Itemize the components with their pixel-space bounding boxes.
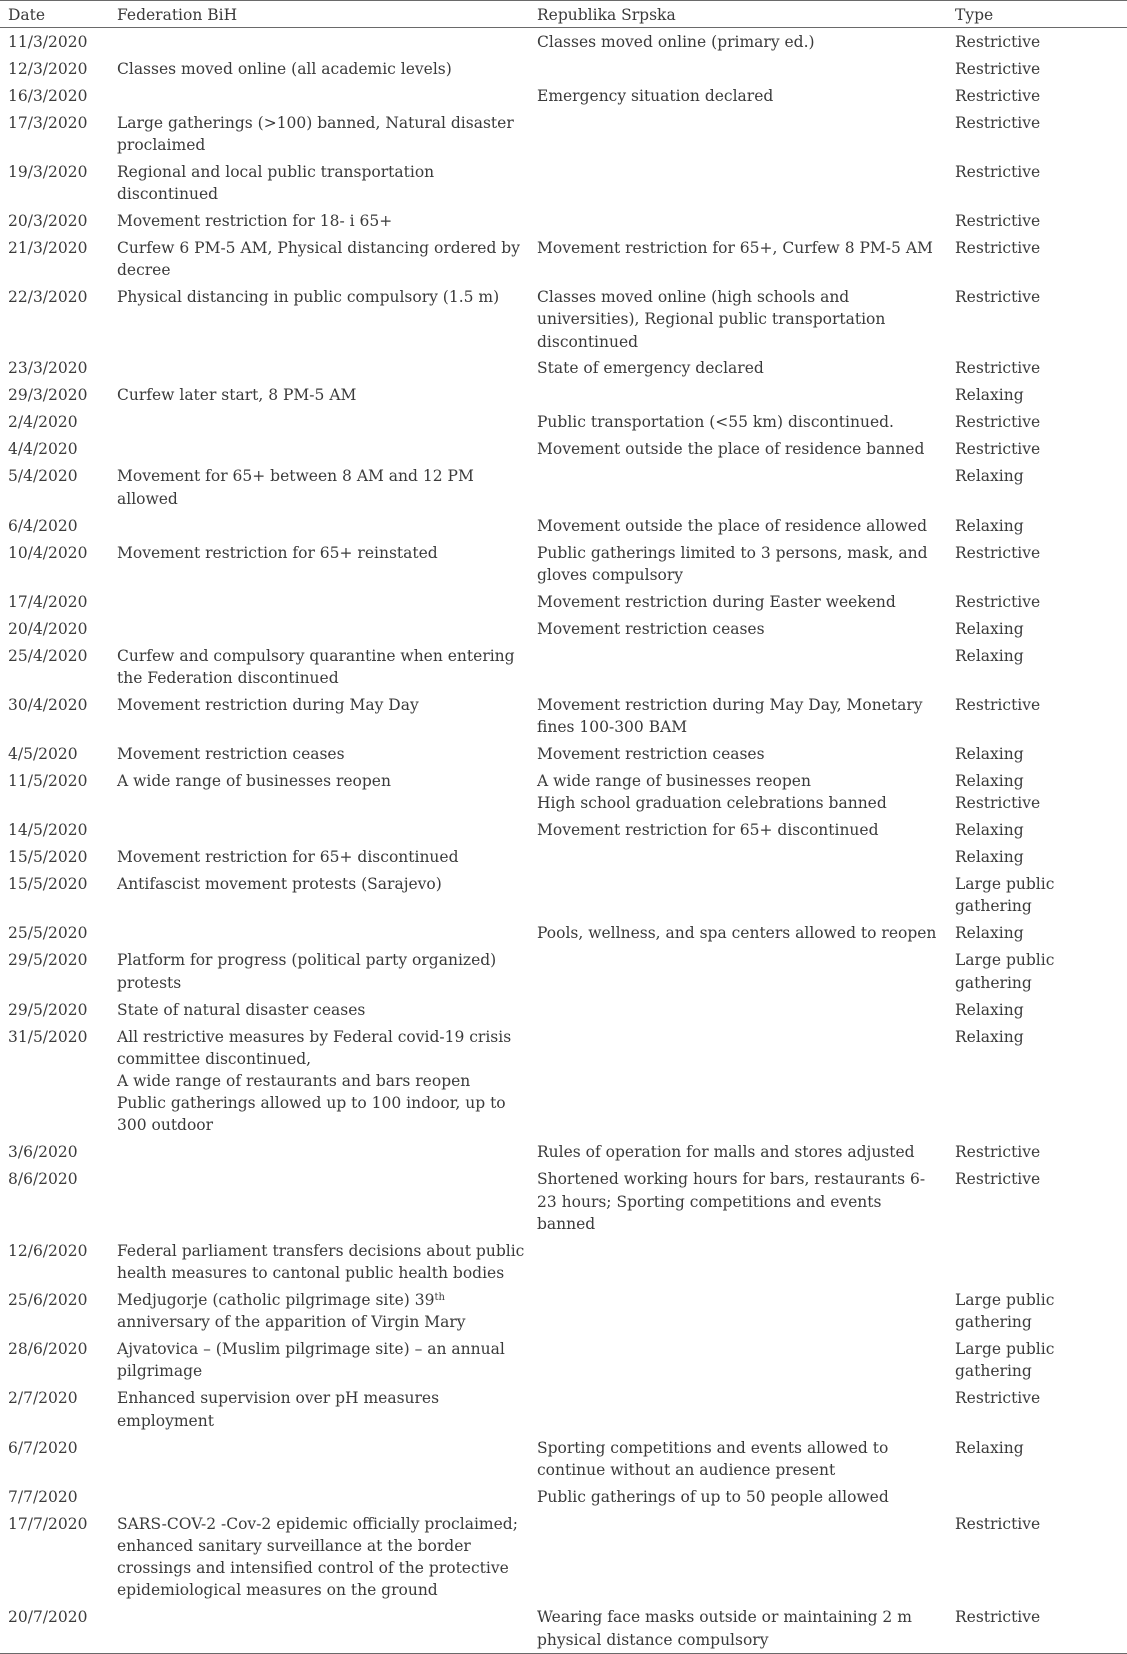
type-cell	[947, 436, 1127, 463]
federation-bih-cell	[109, 588, 529, 615]
date-cell: 20/4/2020	[8, 619, 88, 638]
table-row	[0, 741, 1127, 768]
type-cell-line: Restrictive	[955, 440, 1041, 459]
republika-srpska-cell	[529, 1237, 947, 1286]
date-cell: 28/6/2020	[8, 1340, 88, 1359]
table-row	[0, 947, 1127, 996]
type-cell	[947, 109, 1127, 158]
federation-bih-cell	[109, 996, 529, 1023]
republika-srpska-cell-line: State of emergency declared	[537, 359, 764, 378]
date-cell: 6/4/2020	[8, 516, 78, 535]
date-cell: 15/5/2020	[8, 875, 88, 894]
federation-bih-cell-line: Enhanced supervision over pH measures employment	[117, 1389, 440, 1430]
federation-bih-cell-line: Federal parliament transfers decisions about public health measures to cantonal public health bodies	[117, 1241, 525, 1282]
table-row	[0, 642, 1127, 691]
date-cell: 10/4/2020	[8, 543, 88, 562]
table-row	[0, 588, 1127, 615]
type-cell	[947, 1237, 1127, 1286]
type-cell-line: Restrictive	[955, 1608, 1041, 1627]
federation-bih-cell-line: All restrictive measures by Federal covid-19 crisis committee discontinued,	[117, 1027, 512, 1068]
republika-srpska-cell-line: Movement restriction ceases	[537, 745, 765, 764]
federation-bih-cell-line: Movement restriction ceases	[117, 745, 345, 764]
type-cell-line: Relaxing	[955, 619, 1024, 638]
text-segment: anniversary of the apparition of Virgin Mary	[117, 1313, 466, 1332]
table-row	[0, 28, 1127, 55]
type-cell-line: Relaxing	[955, 772, 1024, 791]
republika-srpska-cell-line: Classes moved online (high schools and universities), Regional public transportation discontinued	[537, 288, 886, 351]
date-cell: 15/5/2020	[8, 848, 88, 867]
republika-srpska-cell-line: Movement outside the place of residence banned	[537, 440, 925, 459]
type-cell	[947, 512, 1127, 539]
republika-srpska-cell-line: Movement restriction ceases	[537, 619, 765, 638]
type-cell	[947, 920, 1127, 947]
date-cell: 12/3/2020	[8, 59, 88, 78]
table-row	[0, 920, 1127, 947]
table-row	[0, 1237, 1127, 1286]
federation-bih-cell	[109, 1483, 529, 1510]
federation-bih-cell	[109, 1604, 529, 1654]
date-cell: 16/3/2020	[8, 86, 88, 105]
date-cell: 25/5/2020	[8, 924, 88, 943]
date-cell: 6/7/2020	[8, 1438, 78, 1457]
text-segment: Medjugorje (catholic pilgrimage site) 39	[117, 1290, 435, 1309]
type-cell-line: Relaxing	[955, 848, 1024, 867]
type-cell	[947, 947, 1127, 996]
republika-srpska-cell	[529, 692, 947, 741]
federation-bih-cell-line: State of natural disaster ceases	[117, 1000, 366, 1019]
table-row	[0, 82, 1127, 109]
date-cell: 31/5/2020	[8, 1027, 88, 1046]
date-cell: 20/7/2020	[0, 1604, 109, 1654]
republika-srpska-cell	[529, 947, 947, 996]
table-row	[0, 409, 1127, 436]
federation-bih-cell	[109, 463, 529, 512]
republika-srpska-cell-line: Emergency situation declared	[537, 86, 774, 105]
republika-srpska-cell-line: A wide range of businesses reopen	[537, 772, 811, 791]
federation-bih-cell-line: A wide range of businesses reopen	[117, 772, 391, 791]
table-row	[0, 158, 1127, 207]
type-cell-line: Relaxing	[955, 1027, 1024, 1046]
table-row	[0, 208, 1127, 235]
date-cell: 17/7/2020	[8, 1514, 88, 1533]
type-cell	[947, 208, 1127, 235]
federation-bih-cell-line: Movement restriction during May Day	[117, 695, 419, 714]
type-cell	[947, 588, 1127, 615]
republika-srpska-cell-line: Movement outside the place of residence allowed	[537, 516, 928, 535]
date-cell: 25/6/2020	[8, 1290, 88, 1309]
type-cell-line: Relaxing	[955, 467, 1024, 486]
type-cell-line: Restrictive	[955, 1389, 1041, 1408]
federation-bih-cell	[109, 1237, 529, 1286]
table-row	[0, 382, 1127, 409]
table-row	[0, 1510, 1127, 1604]
republika-srpska-cell	[529, 588, 947, 615]
table-row	[0, 355, 1127, 382]
date-cell: 4/4/2020	[8, 440, 78, 459]
column-header-date: Date	[0, 1, 109, 28]
date-cell: 2/7/2020	[8, 1389, 78, 1408]
date-cell: 3/6/2020	[8, 1143, 78, 1162]
date-cell: 19/3/2020	[8, 162, 88, 181]
republika-srpska-cell	[529, 109, 947, 158]
date-cell: 29/3/2020	[8, 386, 88, 405]
date-cell: 2/4/2020	[8, 413, 78, 432]
federation-bih-cell-line: Physical distancing in public compulsory (1.5 m)	[117, 288, 500, 307]
type-cell-line: Restrictive	[955, 59, 1041, 78]
type-cell	[947, 235, 1127, 284]
republika-srpska-cell-line: Shortened working hours for bars, restaurants 6-23 hours; Sporting competitions and events banned	[537, 1170, 926, 1233]
type-cell	[947, 463, 1127, 512]
type-cell-line: Relaxing	[955, 1438, 1024, 1457]
type-cell-line: Restrictive	[955, 359, 1041, 378]
republika-srpska-cell	[529, 55, 947, 82]
type-cell	[947, 996, 1127, 1023]
federation-bih-cell	[109, 947, 529, 996]
date-cell: 29/5/2020	[8, 951, 88, 970]
federation-bih-cell	[109, 382, 529, 409]
column-header-federation-bih: Federation BiH	[109, 1, 529, 28]
type-cell	[947, 1510, 1127, 1604]
type-cell-line: Restrictive	[955, 1143, 1041, 1162]
republika-srpska-cell-line: Pools, wellness, and spa centers allowed to reopen	[537, 924, 937, 943]
republika-srpska-cell-line: Sporting competitions and events allowed to continue without an audience present	[537, 1438, 889, 1479]
date-cell: 14/5/2020	[8, 821, 88, 840]
federation-bih-cell-line	[117, 1289, 525, 1333]
column-header-type: Type	[947, 1, 1127, 28]
federation-bih-cell	[109, 817, 529, 844]
federation-bih-cell-line: Curfew and compulsory quarantine when entering the Federation discontinued	[117, 646, 515, 687]
republika-srpska-cell-line: Movement restriction for 65+, Curfew 8 PM-5 AM	[537, 238, 933, 257]
type-cell-line: Relaxing	[955, 516, 1024, 535]
federation-bih-cell	[109, 355, 529, 382]
republika-srpska-cell	[529, 1336, 947, 1385]
table-row	[0, 1385, 1127, 1434]
federation-bih-cell-line: Movement restriction for 18- i 65+	[117, 211, 393, 230]
federation-bih-cell-line: Ajvatovica – (Muslim pilgrimage site) – an annual pilgrimage	[117, 1340, 505, 1381]
federation-bih-cell	[109, 235, 529, 284]
federation-bih-cell	[109, 539, 529, 588]
table-row	[0, 871, 1127, 920]
republika-srpska-cell	[529, 615, 947, 642]
type-cell-line: Restrictive	[955, 1514, 1041, 1533]
type-cell	[947, 1287, 1127, 1336]
type-cell-line: Restrictive	[955, 592, 1041, 611]
federation-bih-cell-line: A wide range of restaurants and bars reopen	[117, 1072, 471, 1091]
date-cell: 11/3/2020	[8, 32, 88, 51]
type-cell-line: Relaxing	[955, 386, 1024, 405]
type-cell	[947, 1336, 1127, 1385]
type-cell-line: Large public gathering	[955, 875, 1055, 916]
type-cell	[947, 1604, 1127, 1654]
republika-srpska-cell	[529, 741, 947, 768]
type-cell	[947, 539, 1127, 588]
republika-srpska-cell-line: Wearing face masks outside or maintaining 2 m physical distance compulsory	[537, 1608, 912, 1649]
type-cell	[947, 615, 1127, 642]
type-cell	[947, 741, 1127, 768]
table-row	[0, 1287, 1127, 1336]
type-cell	[947, 1139, 1127, 1166]
table-row	[0, 436, 1127, 463]
federation-bih-cell	[109, 1139, 529, 1166]
type-cell	[947, 158, 1127, 207]
republika-srpska-cell	[529, 817, 947, 844]
federation-bih-cell	[109, 642, 529, 691]
federation-bih-cell	[109, 1166, 529, 1237]
republika-srpska-cell	[529, 82, 947, 109]
type-cell-line: Large public gathering	[955, 1340, 1055, 1381]
republika-srpska-cell	[529, 436, 947, 463]
type-cell	[947, 1166, 1127, 1237]
federation-bih-cell	[109, 512, 529, 539]
type-cell	[947, 768, 1127, 817]
table-row	[0, 1483, 1127, 1510]
federation-bih-cell	[109, 1336, 529, 1385]
type-cell	[947, 871, 1127, 920]
type-cell	[947, 1483, 1127, 1510]
table-row	[0, 55, 1127, 82]
type-cell-line: Large public gathering	[955, 1290, 1055, 1332]
date-cell: 17/3/2020	[8, 113, 88, 132]
table-row	[0, 1604, 1127, 1654]
table-row	[0, 463, 1127, 512]
republika-srpska-cell	[529, 1385, 947, 1434]
federation-bih-cell	[109, 844, 529, 871]
date-cell: 12/6/2020	[8, 1241, 88, 1260]
type-cell-line: Restrictive	[955, 1170, 1041, 1189]
republika-srpska-cell-line: Movement restriction during Easter weekend	[537, 592, 896, 611]
republika-srpska-cell	[529, 1287, 947, 1336]
type-cell	[947, 409, 1127, 436]
date-cell: 23/3/2020	[8, 359, 88, 378]
republika-srpska-cell	[529, 463, 947, 512]
type-cell-line: Restrictive	[955, 695, 1041, 714]
federation-bih-cell	[109, 741, 529, 768]
table-row	[0, 512, 1127, 539]
type-cell	[947, 1434, 1127, 1483]
federation-bih-cell	[109, 158, 529, 207]
table-row	[0, 817, 1127, 844]
republika-srpska-cell-line: Rules of operation for malls and stores adjusted	[537, 1143, 915, 1162]
table-row	[0, 692, 1127, 741]
federation-bih-cell	[109, 1434, 529, 1483]
republika-srpska-cell	[529, 1604, 947, 1654]
federation-bih-cell	[109, 55, 529, 82]
date-cell: 17/4/2020	[8, 592, 88, 611]
type-cell	[947, 1023, 1127, 1139]
type-cell-line: Relaxing	[955, 1000, 1024, 1019]
federation-bih-cell	[109, 1287, 529, 1336]
federation-bih-cell	[109, 871, 529, 920]
republika-srpska-cell	[529, 1023, 947, 1139]
federation-bih-cell	[109, 1385, 529, 1434]
federation-bih-cell-line: Large gatherings (>100) banned, Natural disaster proclaimed	[117, 113, 514, 154]
republika-srpska-cell-line: Movement restriction during May Day, Monetary fines 100-300 BAM	[537, 695, 923, 737]
republika-srpska-cell-line: Public gatherings limited to 3 persons, mask, and gloves compulsory	[537, 543, 928, 584]
federation-bih-cell	[109, 436, 529, 463]
republika-srpska-cell	[529, 1434, 947, 1483]
table-row	[0, 615, 1127, 642]
type-cell	[947, 817, 1127, 844]
date-cell: 11/5/2020	[8, 772, 88, 791]
table-body	[0, 28, 1127, 1654]
type-cell-line: Restrictive	[955, 794, 1041, 813]
republika-srpska-cell	[529, 920, 947, 947]
republika-srpska-cell-line: Movement restriction for 65+ discontinued	[537, 821, 879, 840]
federation-bih-cell-line: Movement restriction for 65+ reinstated	[117, 543, 438, 562]
type-cell-line: Restrictive	[955, 113, 1041, 132]
federation-bih-cell	[109, 28, 529, 55]
table-row	[0, 1336, 1127, 1385]
type-cell-line: Restrictive	[955, 543, 1041, 562]
type-cell-line: Relaxing	[955, 745, 1024, 764]
type-cell	[947, 382, 1127, 409]
republika-srpska-cell	[529, 355, 947, 382]
date-cell: 22/3/2020	[8, 288, 88, 307]
table-header	[0, 1, 1127, 28]
type-cell-line: Restrictive	[955, 86, 1041, 105]
type-cell-line: Large public gathering	[955, 951, 1055, 992]
type-cell-line: Restrictive	[955, 288, 1041, 307]
republika-srpska-cell	[529, 844, 947, 871]
ordinal-superscript: th	[434, 1291, 445, 1303]
type-cell-line: Relaxing	[955, 924, 1024, 943]
republika-srpska-cell	[529, 235, 947, 284]
republika-srpska-cell	[529, 1483, 947, 1510]
federation-bih-cell-line: Movement restriction for 65+ discontinued	[117, 848, 459, 867]
republika-srpska-cell	[529, 409, 947, 436]
table-row	[0, 844, 1127, 871]
type-cell-line: Relaxing	[955, 646, 1024, 665]
republika-srpska-cell	[529, 158, 947, 207]
federation-bih-cell-line: Antifascist movement protests (Sarajevo)	[117, 875, 442, 894]
date-cell: 8/6/2020	[8, 1170, 78, 1189]
date-cell: 20/3/2020	[8, 211, 88, 230]
republika-srpska-cell	[529, 996, 947, 1023]
republika-srpska-cell	[529, 208, 947, 235]
date-cell: 7/7/2020	[8, 1487, 78, 1506]
republika-srpska-cell	[529, 1166, 947, 1237]
federation-bih-cell-line: Regional and local public transportation discontinued	[117, 162, 435, 203]
type-cell	[947, 55, 1127, 82]
federation-bih-cell-line: Platform for progress (political party organized) protests	[117, 951, 497, 992]
federation-bih-cell	[109, 615, 529, 642]
type-cell-line: Restrictive	[955, 211, 1041, 230]
republika-srpska-cell	[529, 768, 947, 817]
federation-bih-cell	[109, 920, 529, 947]
table-row	[0, 1434, 1127, 1483]
republika-srpska-cell	[529, 642, 947, 691]
federation-bih-cell-line: Movement for 65+ between 8 AM and 12 PM allowed	[117, 467, 474, 508]
table-row	[0, 1023, 1127, 1139]
republika-srpska-cell	[529, 512, 947, 539]
republika-srpska-cell-line: High school graduation celebrations banned	[537, 794, 887, 813]
table-row	[0, 109, 1127, 158]
type-cell-line: Restrictive	[955, 238, 1041, 257]
date-cell: 21/3/2020	[8, 238, 88, 257]
republika-srpska-cell-line: Public transportation (<55 km) discontinued.	[537, 413, 894, 432]
federation-bih-cell	[109, 768, 529, 817]
type-cell	[947, 82, 1127, 109]
table-row	[0, 768, 1127, 817]
federation-bih-cell	[109, 82, 529, 109]
date-cell: 29/5/2020	[8, 1000, 88, 1019]
type-cell-line: Restrictive	[955, 162, 1041, 181]
type-cell	[947, 642, 1127, 691]
republika-srpska-cell-line: Classes moved online (primary ed.)	[537, 32, 815, 51]
republika-srpska-cell-line: Public gatherings of up to 50 people allowed	[537, 1487, 889, 1506]
federation-bih-cell	[109, 208, 529, 235]
type-cell	[947, 844, 1127, 871]
date-cell: 4/5/2020	[8, 745, 78, 764]
federation-bih-cell	[109, 1510, 529, 1604]
federation-bih-cell-line: Public gatherings allowed up to 100 indoor, up to 300 outdoor	[117, 1094, 506, 1135]
republika-srpska-cell	[529, 28, 947, 55]
type-cell	[947, 28, 1127, 55]
type-cell	[947, 1385, 1127, 1434]
table-row	[0, 996, 1127, 1023]
table-row	[0, 1166, 1127, 1237]
date-cell: 25/4/2020	[8, 646, 88, 665]
column-header-republika-srpska: Republika Srpska	[529, 1, 947, 28]
federation-bih-cell-line: Classes moved online (all academic levels)	[117, 59, 452, 78]
type-cell	[947, 355, 1127, 382]
type-cell-line: Relaxing	[955, 821, 1024, 840]
republika-srpska-cell	[529, 539, 947, 588]
republika-srpska-cell	[529, 871, 947, 920]
federation-bih-cell	[109, 109, 529, 158]
federation-bih-cell	[109, 409, 529, 436]
republika-srpska-cell	[529, 284, 947, 355]
table-row	[0, 1139, 1127, 1166]
date-cell: 5/4/2020	[8, 467, 78, 486]
republika-srpska-cell	[529, 1139, 947, 1166]
table-row	[0, 284, 1127, 355]
republika-srpska-cell	[529, 1510, 947, 1604]
type-cell-line: Restrictive	[955, 413, 1041, 432]
type-cell-line: Restrictive	[955, 32, 1041, 51]
federation-bih-cell-line: Curfew 6 PM-5 AM, Physical distancing ordered by decree	[117, 238, 520, 280]
date-cell: 30/4/2020	[8, 695, 88, 714]
republika-srpska-cell	[529, 382, 947, 409]
federation-bih-cell-line: Curfew later start, 8 PM-5 AM	[117, 386, 357, 405]
federation-bih-cell	[109, 284, 529, 355]
federation-bih-cell	[109, 1023, 529, 1139]
table-row	[0, 235, 1127, 284]
federation-bih-cell-line: SARS-COV-2 -Cov-2 epidemic officially proclaimed; enhanced sanitary surveillance at the border crossings and intensified control of the protective epidemiological measures on the ground	[117, 1514, 518, 1600]
type-cell	[947, 692, 1127, 741]
header-row	[0, 1, 1127, 28]
federation-bih-cell	[109, 692, 529, 741]
table-row	[0, 539, 1127, 588]
type-cell	[947, 284, 1127, 355]
